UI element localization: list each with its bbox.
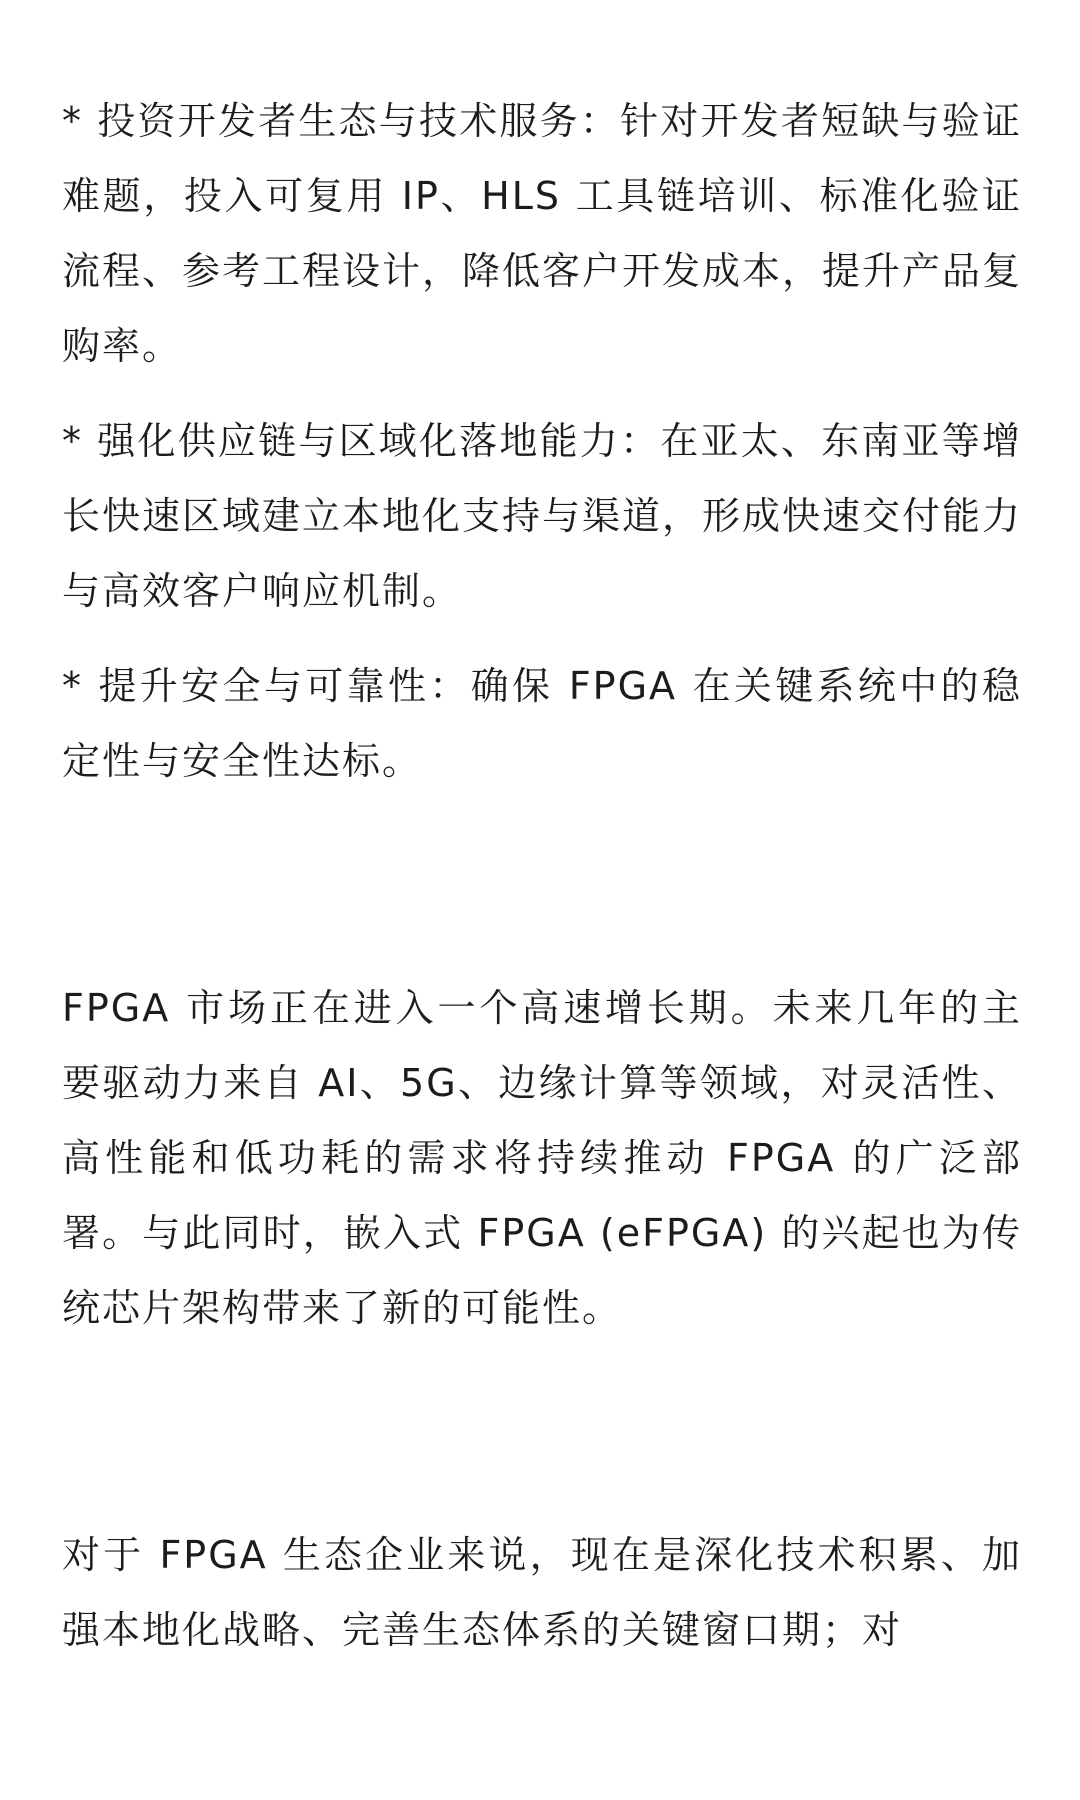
bullet-security-reliability: * 提升安全与可靠性：确保 FPGA 在关键系统中的稳定性与安全性达标。 [62, 664, 1022, 783]
article-body [62, 84, 1022, 1668]
bullet-developer-ecosystem: * 投资开发者生态与技术服务：针对开发者短缺与验证难题，投入可复用 IP、HLS 工具链培训、标准化验证流程、参考工程设计，降低客户开发成本，提升产品复购率。 [62, 99, 1023, 368]
paragraph-ecosystem-enterprises: 对于 FPGA 生态企业来说，现在是深化技术积累、加强本地化战略、完善生态体系的关键窗口期；对 [62, 1533, 1022, 1652]
paragraph-market-outlook: FPGA 市场正在进入一个高速增长期。未来几年的主要驱动力来自 AI、5G、边缘计算等领域，对灵活性、高性能和低功耗的需求将持续推动 FPGA 的广泛部署。与此同时，嵌入式 FPGA (eFPGA) 的兴起也为传统芯片架构带来了新的可能性。 [62, 986, 1022, 1330]
bullet-supply-chain: * 强化供应链与区域化落地能力：在亚太、东南亚等增长快速区域建立本地化支持与渠道，形成快速交付能力与高效客户响应机制。 [62, 419, 1023, 613]
